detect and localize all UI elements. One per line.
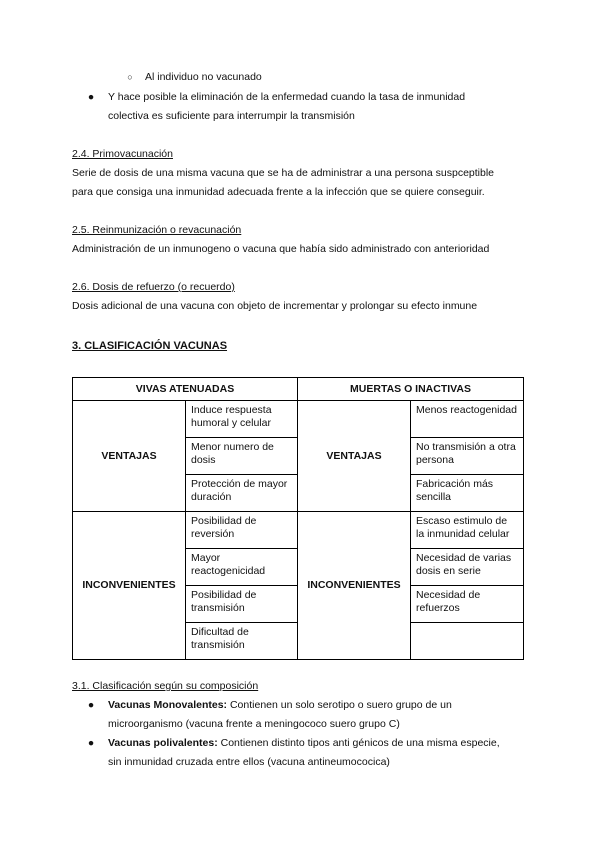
table-cell: Mayor reactogenicidad (186, 549, 298, 586)
table-cell: Escaso estimulo de la inmunidad celular (411, 512, 524, 549)
column-header-vivas: VIVAS ATENUADAS (73, 378, 298, 401)
definition-text: Contienen un solo serotipo o suero grupo de un (227, 699, 452, 711)
table-cell: Induce respuesta humoral y celular (186, 401, 298, 438)
term-polivalentes: Vacunas polivalentes: (108, 737, 218, 749)
list-item-line: sin inmunidad cruzada entre ellos (vacuna antineumococica) (108, 756, 390, 768)
paragraph-line: Serie de dosis de una misma vacuna que se ha de administrar a una persona suspceptible (72, 167, 495, 179)
row-label-ventajas: VENTAJAS (73, 401, 186, 512)
bullet-icon: ● (87, 737, 95, 749)
bullet-icon: ● (87, 91, 95, 103)
table-cell: Menos reactogenidad (411, 401, 524, 438)
list-item-line: microorganismo (vacuna frente a meningococo suero grupo C) (108, 718, 400, 730)
section-heading-composicion: 3.1. Clasificación según su composición (72, 680, 259, 692)
table-cell: Necesidad de refuerzos (411, 586, 524, 623)
table-cell: Dificultad de transmisión (186, 623, 298, 660)
sub-bullet-icon: ○ (127, 72, 133, 82)
table-cell: Protección de mayor duración (186, 475, 298, 512)
paragraph-line: para que consiga una inmunidad adecuada frente a la infección que se quiere conseguir. (72, 186, 485, 198)
vaccine-classification-table (72, 377, 524, 660)
table-cell: Menor numero de dosis (186, 438, 298, 475)
list-item-line: colectiva es suficiente para interrumpir la transmisión (108, 110, 355, 122)
paragraph-line: Administración de un inmunogeno o vacuna que había sido administrado con anterioridad (72, 243, 490, 255)
section-heading-reinmunizacion: 2.5. Reinmunización o revacunación (72, 224, 242, 236)
row-label-inconvenientes: INCONVENIENTES (73, 512, 186, 660)
row-label-ventajas: VENTAJAS (298, 401, 411, 512)
table-cell: Posibilidad de transmisión (186, 586, 298, 623)
row-label-inconvenientes: INCONVENIENTES (298, 512, 411, 660)
list-item-line (108, 734, 500, 753)
column-header-muertas: MUERTAS O INACTIVAS (298, 378, 524, 401)
list-item-line: Y hace posible la eliminación de la enfermedad cuando la tasa de inmunidad (108, 91, 466, 103)
section-heading-primovacunacion: 2.4. Primovacunación (72, 148, 173, 160)
table-cell (411, 623, 524, 660)
table-cell: Posibilidad de reversión (186, 512, 298, 549)
table-cell: Fabricación más sencilla (411, 475, 524, 512)
section-heading-dosis-refuerzo: 2.6. Dosis de refuerzo (o recuerdo) (72, 281, 235, 293)
table-header-row (73, 378, 524, 401)
definition-text: Contienen distinto tipos anti génicos de una misma especie, (217, 737, 500, 749)
section-heading-clasificacion: 3. CLASIFICACIÓN VACUNAS (72, 340, 228, 352)
sub-list-item: Al individuo no vacunado (145, 71, 262, 83)
table-cell: Necesidad de varias dosis en serie (411, 549, 524, 586)
table-cell: No transmisión a otra persona (411, 438, 524, 475)
table-row (73, 401, 524, 438)
term-monovalentes: Vacunas Monovalentes: (108, 699, 228, 711)
bullet-icon: ● (87, 699, 95, 711)
list-item-line (108, 696, 452, 715)
table-row (73, 512, 524, 549)
paragraph-line: Dosis adicional de una vacuna con objeto de incrementar y prolongar su efecto inmune (72, 300, 478, 312)
